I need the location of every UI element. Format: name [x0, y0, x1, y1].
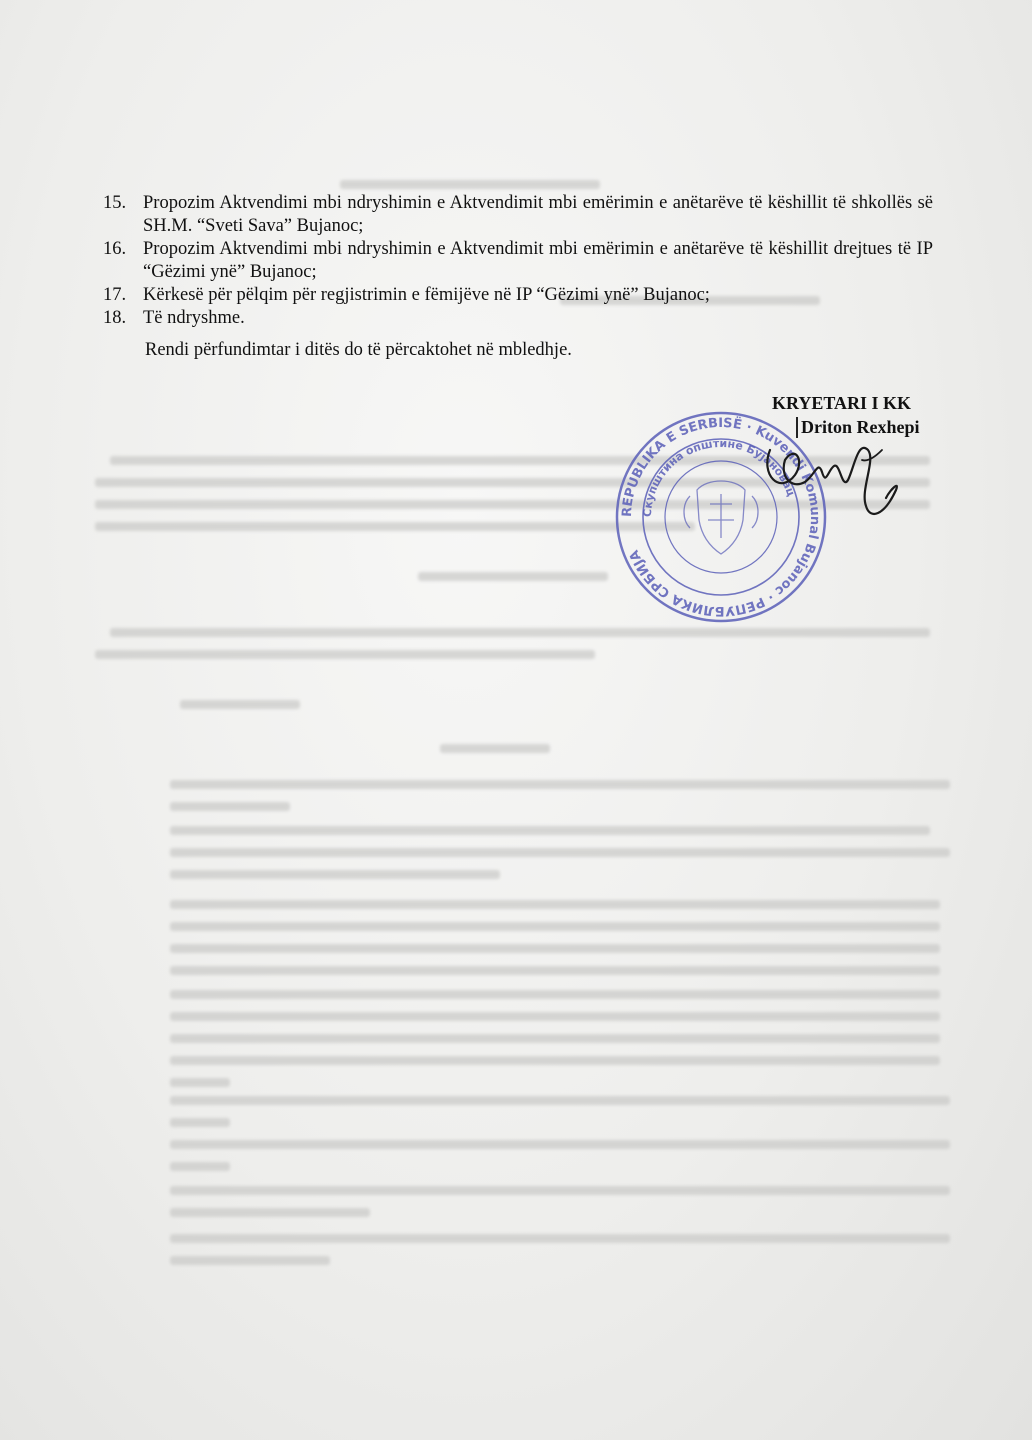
closing-note: Rendi përfundimtar i ditës do të përcaktohet në mbledhje.: [145, 340, 572, 360]
agenda-item-number: 16.: [103, 239, 127, 259]
seal-inner-text: Скупштина општине Бујановац: [640, 436, 798, 518]
agenda-list: [103, 192, 933, 330]
agenda-item: [103, 192, 933, 238]
signatory-name: Driton Rexhepi: [796, 417, 920, 438]
agenda-item-number: 18.: [103, 308, 127, 328]
agenda-item: [103, 284, 933, 307]
agenda-item-text: Kërkesë për pëlqim për regjistrimin e fëmijëve në IP “Gëzimi ynë” Bujanoc;: [143, 285, 710, 305]
signatory-title: KRYETARI I KK: [772, 393, 912, 413]
agenda-item-text: Propozim Aktvendimi mbi ndryshimin e Aktvendimit mbi emërimin e anëtarëve të këshillit drejtues të IP “Gëzimi ynë” Bujanoc;: [143, 239, 933, 282]
coat-of-arms-icon: [684, 481, 758, 554]
agenda-item: [103, 238, 933, 284]
agenda-item-text: Të ndryshme.: [143, 308, 245, 328]
agenda-item-number: 15.: [103, 193, 127, 213]
agenda-item-number: 17.: [103, 285, 127, 305]
agenda-item-text: Propozim Aktvendimi mbi ndryshimin e Aktvendimit mbi emërimin e anëtarëve të këshillit të shkollës së SH.M. “Sveti Sava” Bujanoc;: [143, 193, 933, 236]
agenda-item: [103, 307, 933, 330]
seal-outer-text: REPUBLIKA E SERBISË · Kuvendi Komunal Bujanoc · РЕПУБЛИКА СРБИЈА: [619, 415, 823, 619]
handwritten-signature: [750, 420, 920, 530]
